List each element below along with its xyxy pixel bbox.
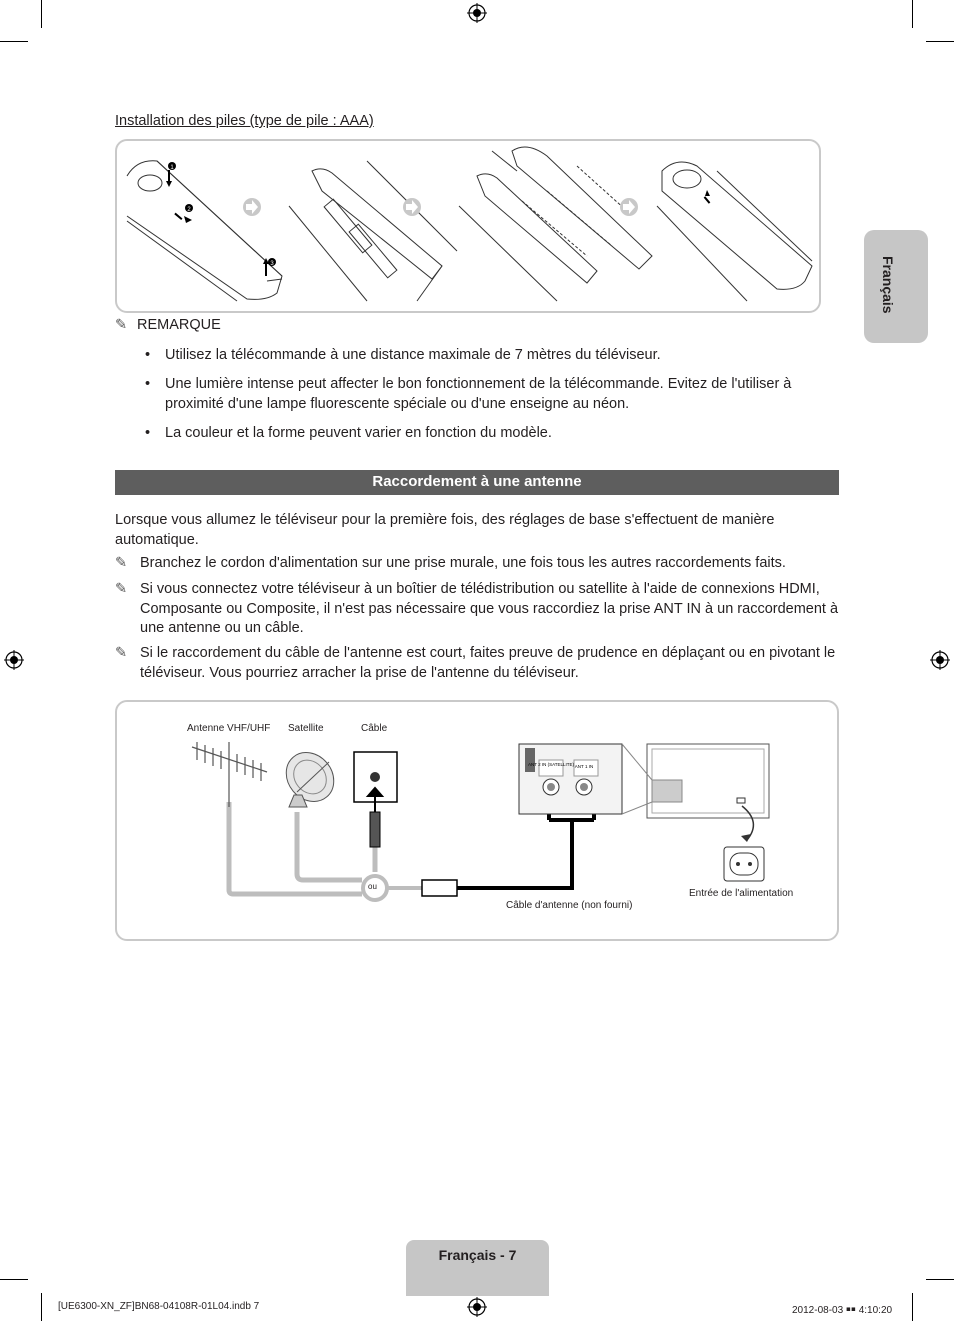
page-number: Français - 7 — [438, 1247, 517, 1263]
battery-section-title: Installation des piles (type de pile : AAA) — [115, 113, 374, 129]
language-tab-label: Français — [880, 256, 896, 314]
crop-mark — [926, 1279, 954, 1280]
list-item: • Utilisez la télécommande à une distance maximale de 7 mètres du téléviseur. — [140, 345, 840, 365]
antenna-section-title: Raccordement à une antenne — [115, 470, 839, 495]
svg-text:1: 1 — [170, 165, 174, 171]
crop-mark — [0, 1279, 28, 1280]
footer-timestamp: 2012-08-03 ￭￭ 4:10:20 — [792, 1305, 893, 1316]
label-antenna-cable: Câble d'antenne (non fourni) — [506, 900, 633, 911]
svg-text:2: 2 — [187, 207, 191, 213]
vhf-uhf-antenna-icon — [192, 742, 267, 807]
antenna-connection-illustration — [117, 702, 837, 939]
antenna-note: ✎ Si le raccordement du câble de l'antenne est court, faites preuve de prudence en déplaçant ou en pivotant le téléviseur. Vous pourriez arracher la prise de l'antenne du téléviseur. — [115, 645, 836, 681]
registration-mark-icon — [467, 1297, 487, 1317]
page-number-tab — [406, 1240, 549, 1296]
remote-battery-steps-illustration — [117, 141, 819, 311]
svg-text:ANT 1 IN: ANT 1 IN — [574, 764, 594, 769]
footer-file-info: [UE6300-XN_ZF]BN68-04108R-01L04.indb 7 — [58, 1301, 260, 1312]
registration-mark-icon — [4, 650, 24, 670]
list-item: • La couleur et la forme peuvent varier en fonction du modèle. — [140, 423, 840, 443]
crop-mark — [41, 0, 42, 28]
note-heading — [115, 317, 221, 333]
note-list — [140, 345, 840, 452]
crop-mark — [0, 41, 28, 42]
svg-text:3: 3 — [270, 261, 274, 267]
pencil-icon: ✎ — [115, 317, 128, 333]
antenna-diagram — [115, 700, 839, 941]
crop-mark — [912, 1293, 913, 1321]
coax-plug-icon — [422, 880, 457, 896]
antenna-note: ✎ Branchez le cordon d'alimentation sur une prise murale, une fois tous les autres raccordements faits. — [115, 554, 839, 574]
label-vhf-uhf: Antenne VHF/UHF — [187, 723, 271, 734]
label-or: ou — [368, 882, 377, 891]
list-item: • Une lumière intense peut affecter le bon fonctionnement de la télécommande. Evitez de l'utiliser à proximité d'une lampe fluorescente spéciale ou d'une enseigne au néon. — [140, 374, 840, 414]
label-cable: Câble — [361, 723, 388, 734]
note-heading-label: REMARQUE — [137, 317, 221, 333]
satellite-dish-icon — [276, 743, 343, 811]
crop-mark — [912, 0, 913, 28]
label-satellite: Satellite — [288, 723, 324, 734]
registration-mark-icon — [467, 3, 487, 23]
language-tab — [864, 230, 928, 343]
crop-mark — [926, 41, 954, 42]
label-power-input: Entrée de l'alimentation — [689, 888, 794, 899]
battery-illustration — [115, 139, 821, 313]
pencil-icon: ✎ — [115, 555, 128, 571]
pencil-icon: ✎ — [115, 645, 128, 661]
crop-mark — [41, 1293, 42, 1321]
pencil-icon: ✎ — [115, 581, 128, 597]
registration-mark-icon — [930, 650, 950, 670]
antenna-intro: Lorsque vous allumez le téléviseur pour la première fois, des réglages de base s'effectuent de manière automatique. — [115, 512, 775, 548]
antenna-note: ✎ Si vous connectez votre téléviseur à un boîtier de télédistribution ou satellite à l'aide de connexions HDMI, Composante ou Composite, il n'est pas nécessaire que vous raccordiez la prise ANT IN à un raccordement à une antenne ou un câble. — [115, 581, 839, 636]
svg-text:ANT 2 IN (SATELLITE): ANT 2 IN (SATELLITE) — [527, 762, 575, 767]
